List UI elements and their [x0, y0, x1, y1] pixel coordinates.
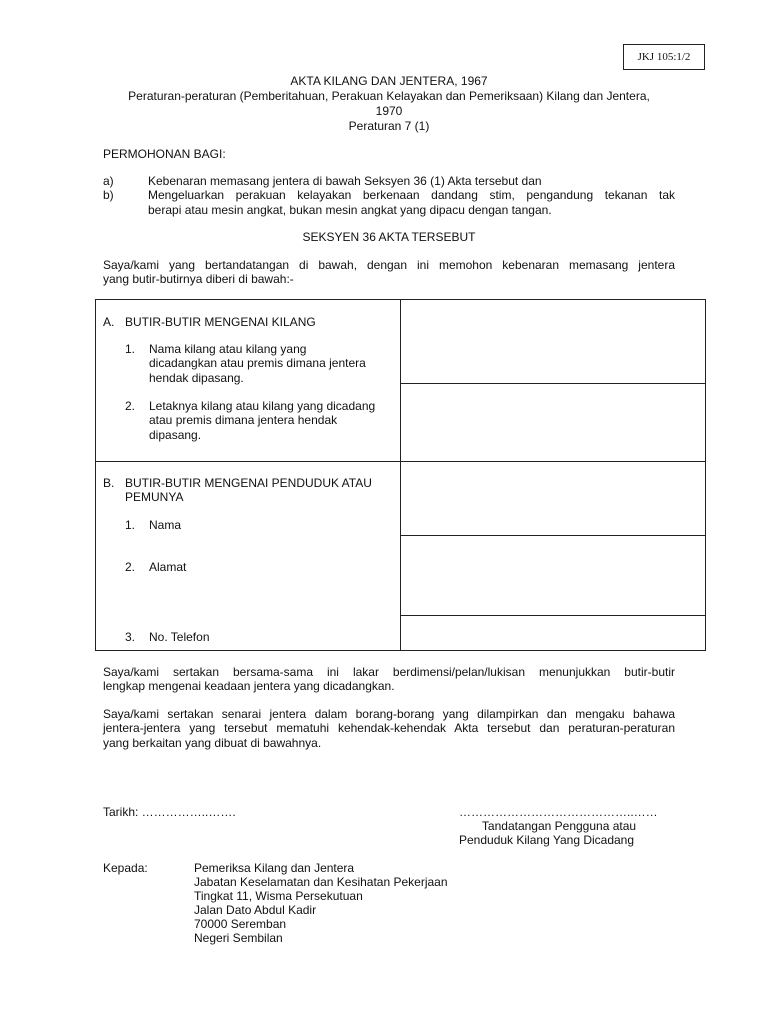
form-code: JKJ 105:1/2 — [637, 51, 691, 63]
section-a-item2-line3: dipasang. — [149, 428, 202, 442]
para1-line2: lengkap mengenai keadaan jentera yang dicadangkan. — [103, 679, 395, 693]
section-b-title-line1: BUTIR-BUTIR MENGENAI PENDUDUK ATAU — [125, 476, 372, 490]
address-line: 70000 Seremban — [194, 917, 287, 931]
address-line: Negeri Sembilan — [194, 931, 283, 945]
intro-line2: yang butir-butirnya diberi di bawah:- — [103, 272, 294, 286]
address-line: Pemeriksa Kilang dan Jentera — [194, 861, 355, 875]
signature-caption-line1: Tandatangan Pengguna atau — [481, 819, 637, 833]
factory-name-field[interactable] — [401, 300, 705, 383]
para2-line3: yang berkaitan yang dibuat di bawahnya. — [103, 736, 322, 750]
regulations-year: 1970 — [375, 104, 403, 118]
recipient-label: Kepada: — [103, 861, 148, 875]
application-label: PERMOHONAN BAGI: — [103, 147, 226, 161]
item-b-text-line1: Mengeluarkan perakuan kelayakan berkenaan dandang stim, pengandung tekanan tak — [148, 188, 675, 202]
signature-line[interactable]: ……………………………………..…… — [459, 805, 658, 819]
section-b-title-line2: PEMUNYA — [125, 490, 184, 504]
owner-address-field[interactable] — [401, 536, 705, 615]
intro-line1: Saya/kami yang bertandatangan di bawah, dengan ini memohon kebenaran memasang jentera — [103, 258, 675, 272]
section-a-item1-line1: Nama kilang atau kilang yang — [149, 342, 307, 356]
section-b-item3-num: 3. — [125, 630, 136, 644]
date-field[interactable]: Tarikh: ……………..……. — [103, 805, 236, 819]
item-b-marker: b) — [103, 188, 114, 202]
section-a-item1-line3: hendak dipasang. — [149, 371, 244, 385]
form-code-box — [623, 44, 705, 70]
section-b-item1-num: 1. — [125, 518, 136, 532]
para1-line1: Saya/kami sertakan bersama-sama ini lakar berdimensi/pelan/lukisan menunjukkan butir-butir — [103, 665, 675, 679]
address-line: Jalan Dato Abdul Kadir — [194, 903, 317, 917]
details-form-table — [95, 299, 706, 651]
regulation-ref: Peraturan 7 (1) — [348, 119, 430, 133]
section-a-item1-line2: dicadangkan atau premis dimana jentera — [149, 356, 366, 370]
address-label: Alamat — [149, 560, 187, 574]
section-b-marker: B. — [103, 476, 115, 490]
signature-caption-line2: Penduduk Kilang Yang Dicadang — [459, 833, 635, 847]
address-line: Tingkat 11, Wisma Persekutuan — [194, 889, 363, 903]
owner-name-field[interactable] — [401, 462, 705, 535]
section-title: SEKSYEN 36 AKTA TERSEBUT — [302, 230, 476, 244]
item-a-marker: a) — [103, 174, 114, 188]
section-a-marker: A. — [103, 315, 115, 329]
item-b-text-line2: berapi atau mesin angkat, bukan mesin angkat yang dipacu dengan tangan. — [148, 203, 552, 217]
section-a-title: BUTIR-BUTIR MENGENAI KILANG — [125, 315, 316, 329]
item-a-text: Kebenaran memasang jentera di bawah Seksyen 36 (1) Akta tersebut dan — [148, 174, 542, 188]
name-label: Nama — [149, 518, 182, 532]
para2-line1: Saya/kami sertakan senarai jentera dalam borang-borang yang dilampirkan dan mengaku bahawa — [103, 707, 675, 721]
section-b-item2-num: 2. — [125, 560, 136, 574]
owner-phone-field[interactable] — [401, 616, 705, 650]
para2-line2: jentera-jentera yang tersebut mematuhi kehendak-kehendak Akta tersebut dan peraturan-peraturan — [103, 721, 675, 735]
section-a-item2-line2: atau premis dimana jentera hendak — [149, 413, 338, 427]
regulations-title: Peraturan-peraturan (Pemberitahuan, Perakuan Kelayakan dan Pemeriksaan) Kilang dan Jentera, — [128, 89, 650, 103]
section-a-item2-num: 2. — [125, 399, 136, 413]
phone-label: No. Telefon — [149, 630, 210, 644]
factory-location-field[interactable] — [401, 384, 705, 461]
act-title: AKTA KILANG DAN JENTERA, 1967 — [290, 74, 488, 88]
section-a-item1-num: 1. — [125, 342, 136, 356]
section-a-item2-line1: Letaknya kilang atau kilang yang dicadang — [149, 399, 376, 413]
address-line: Jabatan Keselamatan dan Kesihatan Pekerjaan — [194, 875, 448, 889]
